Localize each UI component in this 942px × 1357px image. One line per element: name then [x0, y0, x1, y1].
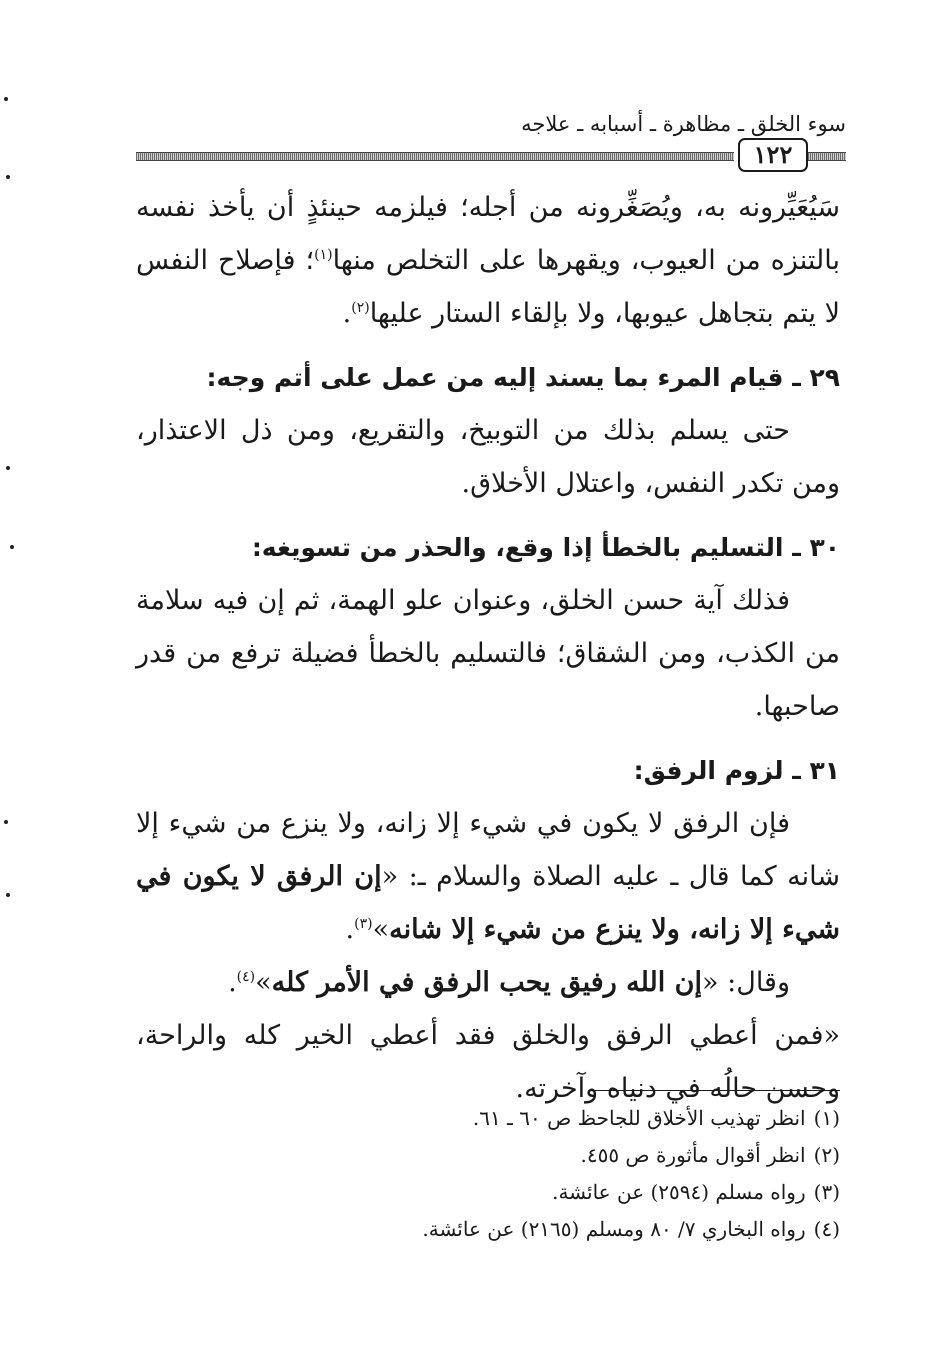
- page-number: ١٢٢: [738, 138, 808, 172]
- section-31-text-a: فإن الرفق لا يكون في شيء إلا زانه، ولا ينزع من شيء إلا شانه كما قال ـ عليه الصلاة والسلام ـ: «: [136, 808, 840, 892]
- footnote-number: (٢): [813, 1143, 840, 1167]
- intro-paragraph: [136, 181, 840, 340]
- scan-speck: [4, 97, 8, 101]
- footnote-number: (٤): [813, 1217, 840, 1241]
- footnote-separator: [595, 1090, 840, 1091]
- footnote-ref-2: (٢): [351, 300, 370, 316]
- intro-text-a: سَيُعَيِّرونه به، ويُصَغِّرونه من أجله؛ فيلزمه حينئذٍ أن يأخذ نفسه بالتنزه من العيوب، ويقهرها على التخلص منها: [136, 192, 840, 276]
- running-title: سوء الخلق ـ مظاهرة ـ أسبابه ـ علاجه: [521, 112, 846, 136]
- footnote-text: انظر تهذيب الأخلاق للجاحظ ص ٦٠ ـ ٦١.: [472, 1106, 806, 1130]
- section-31-paragraph-1: [136, 797, 840, 956]
- section-29-heading: ٢٩ ـ قيام المرء بما يسند إليه من عمل على أتم وجه:: [206, 363, 840, 392]
- section-31-heading: ٣١ ـ لزوم الرفق:: [633, 756, 840, 785]
- header-rule: [136, 152, 734, 161]
- section-30-heading: ٣٠ ـ التسليم بالخطأ إذا وقع، والحذر من تسويغه:: [251, 533, 840, 562]
- footnote-ref-4: (٤): [236, 969, 256, 985]
- footnotes: [140, 1100, 840, 1248]
- footnote-ref-3: (٣): [354, 916, 373, 932]
- scan-speck: [6, 175, 10, 179]
- footnote-item: [140, 1174, 840, 1211]
- scan-speck: [10, 545, 14, 549]
- scan-speck: [6, 466, 10, 470]
- intro-text-c: .: [342, 298, 352, 329]
- section-31-para2-c: .: [228, 967, 237, 998]
- section-30-text: فذلك آية حسن الخلق، وعنوان علو الهمة، ثم إن فيه سلامة من الكذب، ومن الشقاق؛ فالتسليم بالخطأ فضيلة ترفع من قدر صاحبها.: [136, 585, 840, 722]
- intro-text-b: ؛ فإصلاح النفس لا يتم بتجاهل عيوبها، ولا بإلقاء الستار عليها: [136, 245, 840, 329]
- hadith-quote-1: إن الرفق لا يكون في شيء إلا زانه، ولا ينزع من شيء إلا شانه: [136, 861, 840, 945]
- scan-speck: [4, 820, 8, 824]
- page-header: [136, 112, 846, 172]
- footnote-item: [140, 1211, 840, 1248]
- section-31-text-c: .: [345, 914, 355, 945]
- main-text: [136, 181, 840, 1115]
- footnote-number: (٣): [813, 1180, 840, 1204]
- footnote-ref-1: (١): [314, 247, 333, 263]
- section-31-para2-a: وقال: «: [702, 967, 790, 998]
- footnote-item: [140, 1137, 840, 1174]
- hadith-quote-2: إن الله رفيق يحب الرفق في الأمر كله: [271, 967, 702, 998]
- section-31-para2-b: »: [255, 967, 272, 998]
- footnote-number: (١): [813, 1106, 840, 1130]
- footnote-item: [140, 1100, 840, 1137]
- section-31-paragraph-3: «فمن أعطي الرفق والخلق فقد أعطي الخير كله والراحة، وحسن حالُه في دنياه وآخرته.: [136, 1020, 840, 1104]
- footnote-text: رواه مسلم (٢٥٩٤) عن عائشة.: [552, 1180, 806, 1204]
- footnote-text: انظر أقوال مأثورة ص ٤٥٥.: [580, 1143, 806, 1167]
- section-31-paragraph-2: [136, 956, 840, 1009]
- scan-speck: [6, 893, 10, 897]
- section-31-text-b: »: [372, 914, 390, 945]
- section-29-text: حتى يسلم بذلك من التوبيخ، والتقريع، ومن ذل الاعتذار، ومن تكدر النفس، واعتلال الأخلاق.: [136, 415, 840, 499]
- header-rule-right: [808, 152, 846, 161]
- footnote-text: رواه البخاري ٧/ ٨٠ ومسلم (٢١٦٥) عن عائشة.: [422, 1217, 806, 1241]
